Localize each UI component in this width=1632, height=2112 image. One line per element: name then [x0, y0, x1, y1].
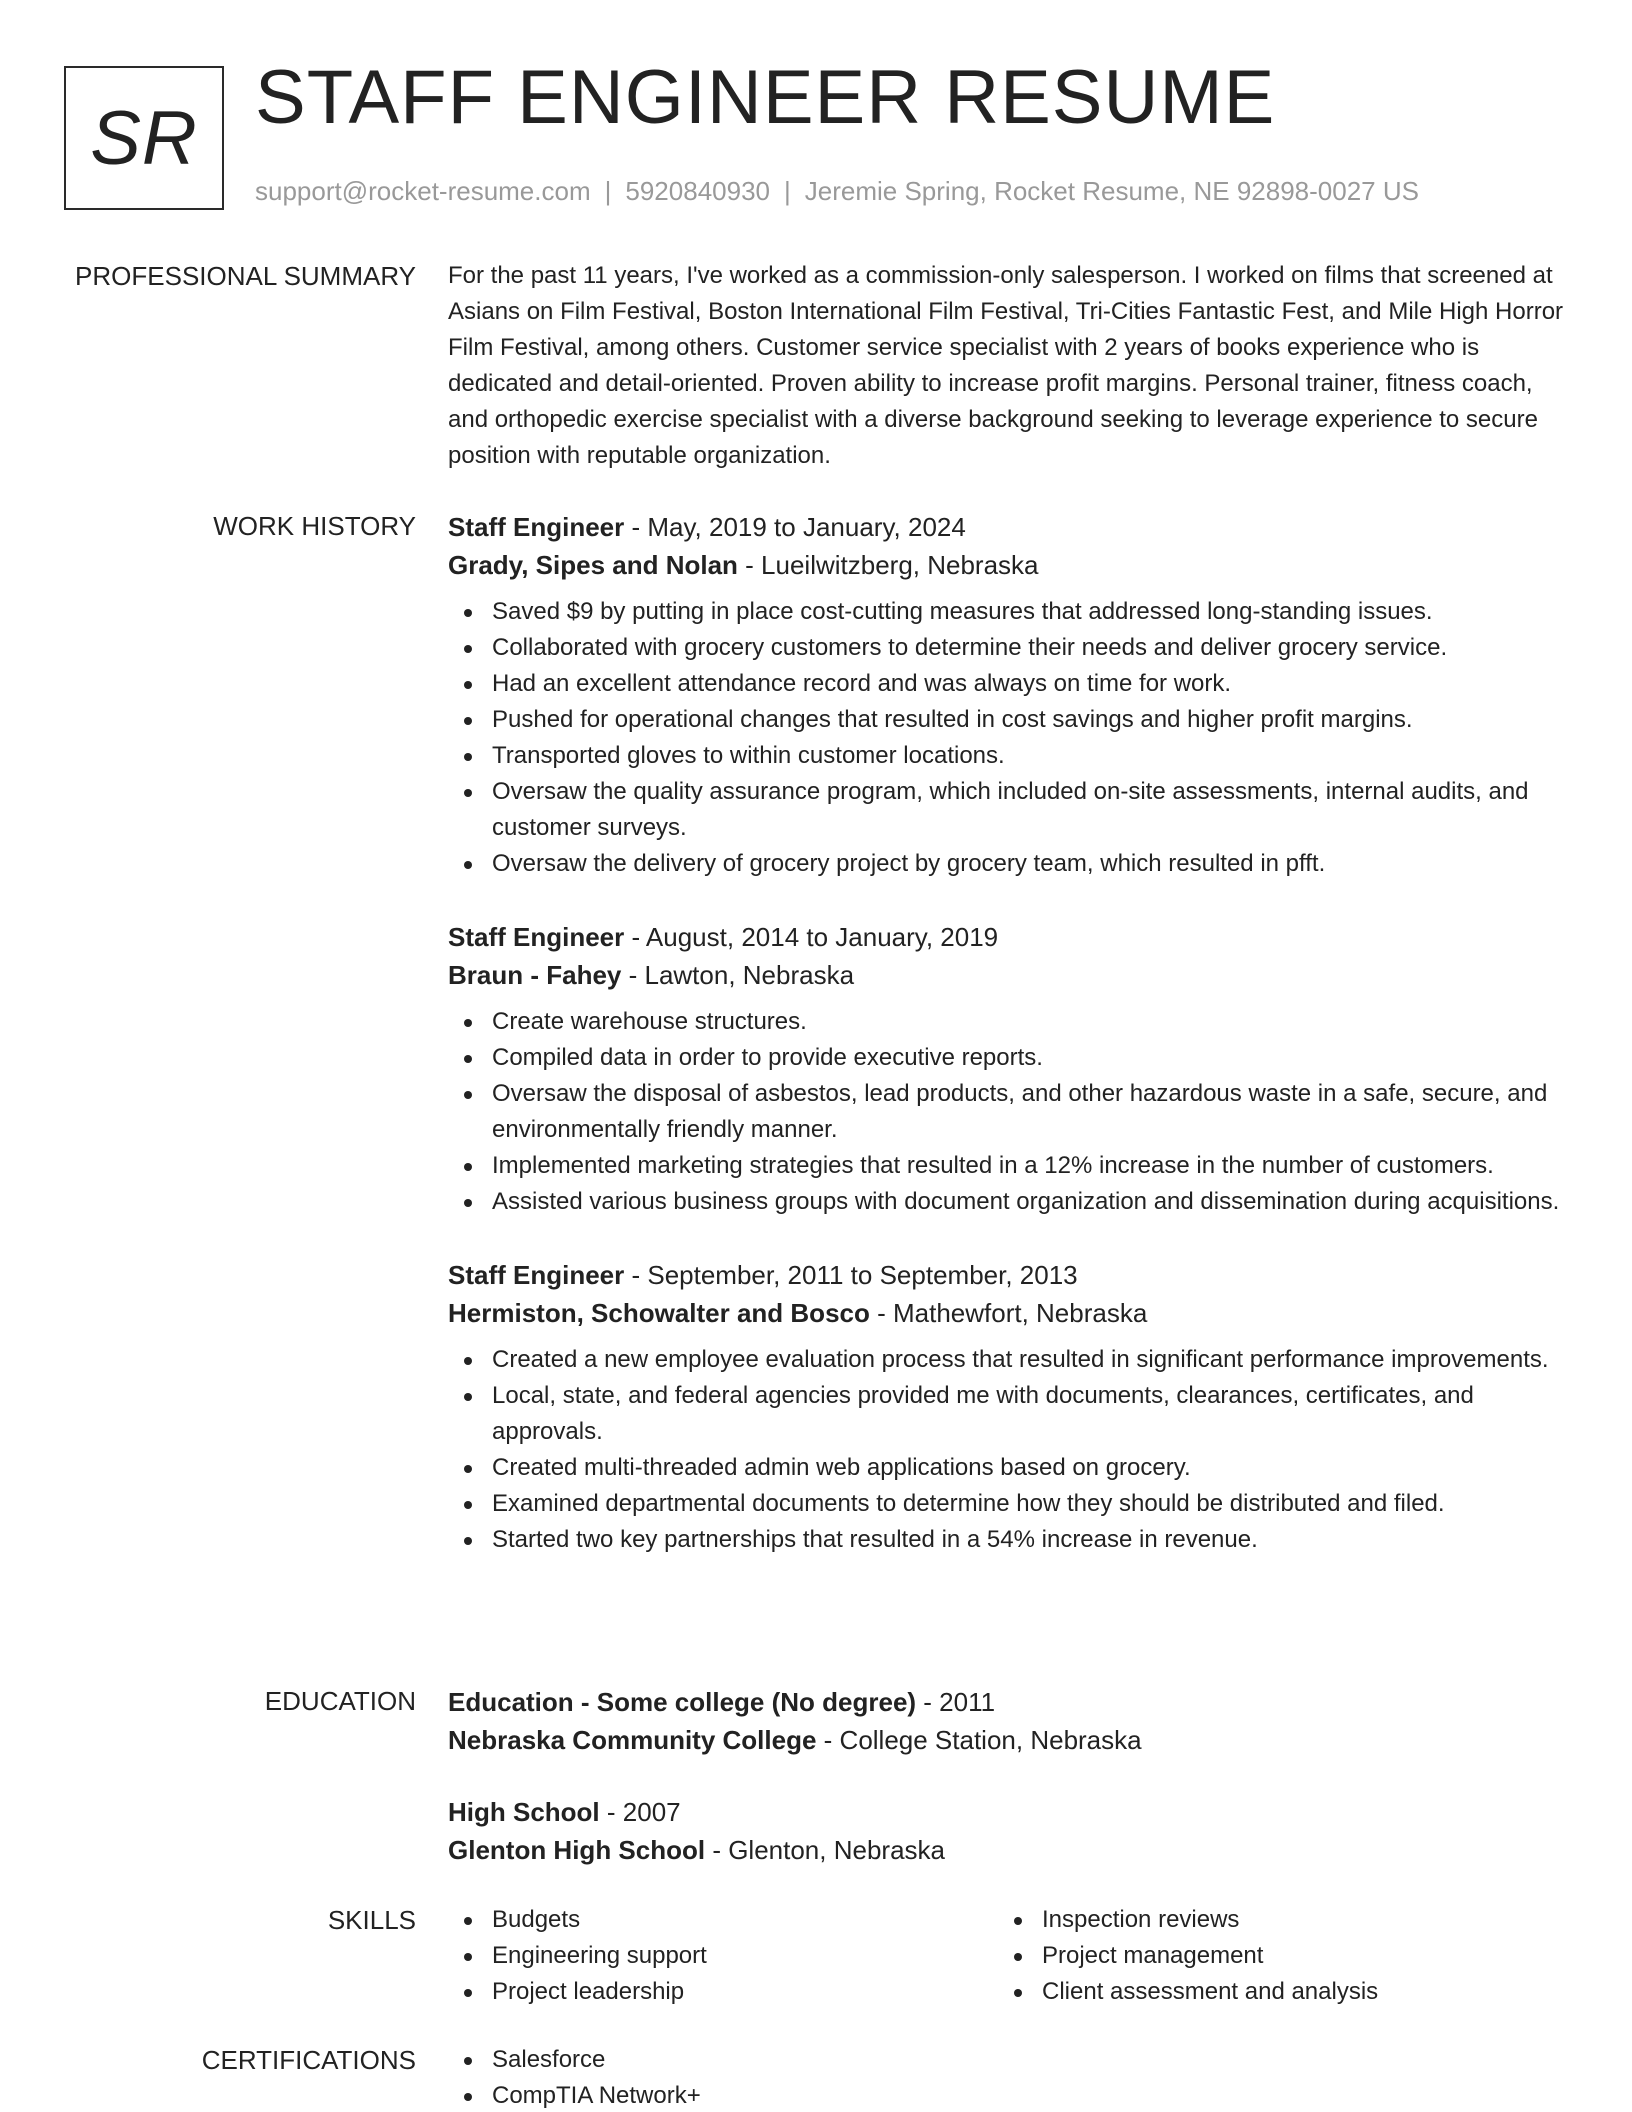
job-title: Staff Engineer	[448, 922, 625, 952]
job-company-line	[448, 546, 1564, 584]
list-item: Local, state, and federal agencies provided me with documents, clearances, certificates, and approvals.	[448, 1378, 1564, 1450]
job-dates: - September, 2011 to September, 2013	[624, 1260, 1078, 1290]
job-company: Braun - Fahey	[448, 960, 622, 990]
education-school: Glenton High School	[448, 1835, 706, 1865]
section-label-work-history: WORK HISTORY	[213, 511, 416, 541]
job-entry	[448, 918, 1564, 1220]
list-item: Pushed for operational changes that resulted in cost savings and higher profit margins.	[448, 702, 1564, 738]
education-school-line	[448, 1831, 1564, 1869]
list-item: Oversaw the quality assurance program, which included on-site assessments, internal audits, and customer surveys.	[448, 774, 1564, 846]
contact-separator: |	[784, 176, 791, 206]
list-item: Create warehouse structures.	[448, 1004, 1564, 1040]
education-year: - 2007	[599, 1797, 681, 1827]
contact-separator: |	[604, 176, 612, 206]
list-item: Saved $9 by putting in place cost-cutting measures that addressed long-standing issues.	[448, 594, 1564, 630]
list-item: Project management	[998, 1938, 1548, 1974]
education-location: - Glenton, Nebraska	[705, 1835, 945, 1865]
list-item: Transported gloves to within customer locations.	[448, 738, 1564, 774]
job-title-line	[448, 918, 1564, 956]
list-item: Oversaw the disposal of asbestos, lead products, and other hazardous waste in a safe, secure, and environmentally friendly manner.	[448, 1076, 1564, 1148]
list-item: Project leadership	[448, 1974, 998, 2010]
work-history-list	[448, 508, 1564, 1558]
section-label-skills: SKILLS	[327, 1905, 416, 1935]
education-list	[448, 1683, 1564, 1869]
job-location: - Lawton, Nebraska	[621, 960, 855, 990]
job-bullets	[448, 594, 1564, 882]
list-item: Had an excellent attendance record and was always on time for work.	[448, 666, 1564, 702]
education-degree: Education - Some college (No degree)	[448, 1687, 917, 1717]
list-item: Salesforce	[448, 2042, 1564, 2078]
job-dates: - August, 2014 to January, 2019	[624, 922, 999, 952]
job-company: Hermiston, Schowalter and Bosco	[448, 1298, 870, 1328]
section-label-certifications: CERTIFICATIONS	[201, 2045, 416, 2075]
job-entry	[448, 1256, 1564, 1558]
contact-line	[255, 174, 1419, 208]
list-item: Examined departmental documents to determine how they should be distributed and filed.	[448, 1486, 1564, 1522]
job-dates: - May, 2019 to January, 2024	[624, 512, 966, 542]
job-bullets	[448, 1004, 1564, 1220]
list-item: Started two key partnerships that resulted in a 54% increase in revenue.	[448, 1522, 1564, 1558]
job-location: - Lueilwitzberg, Nebraska	[737, 550, 1039, 580]
education-school: Nebraska Community College	[448, 1725, 817, 1755]
section-label-education: EDUCATION	[264, 1686, 416, 1716]
list-item: Client assessment and analysis	[998, 1974, 1548, 2010]
job-title: Staff Engineer	[448, 1260, 625, 1290]
education-degree-line	[448, 1683, 1564, 1721]
list-item: Oversaw the delivery of grocery project by grocery team, which resulted in pfft.	[448, 846, 1564, 882]
education-degree: High School	[448, 1797, 600, 1827]
section-label-summary: PROFESSIONAL SUMMARY	[75, 261, 416, 291]
list-item: Implemented marketing strategies that resulted in a 12% increase in the number of customers.	[448, 1148, 1564, 1184]
contact-phone[interactable]: 5920840930	[625, 176, 770, 206]
monogram-initials: SR	[90, 95, 198, 181]
job-title: Staff Engineer	[448, 512, 625, 542]
job-entry	[448, 508, 1564, 882]
education-degree-line	[448, 1793, 1564, 1831]
certifications-list	[448, 2042, 1564, 2112]
certifications-bullets	[448, 2042, 1564, 2112]
monogram-logo	[64, 66, 224, 210]
list-item: Inspection reviews	[998, 1902, 1548, 1938]
education-school-line	[448, 1721, 1564, 1759]
resume-title: STAFF ENGINEER RESUME	[255, 55, 1276, 140]
education-year: - 2011	[916, 1687, 996, 1717]
contact-email[interactable]: support@rocket-resume.com	[255, 176, 591, 206]
list-item: Engineering support	[448, 1938, 998, 1974]
job-company-line	[448, 956, 1564, 994]
list-item: Created multi-threaded admin web applications based on grocery.	[448, 1450, 1564, 1486]
skills-list	[448, 1902, 1564, 2010]
list-item: Assisted various business groups with document organization and dissemination during acquisitions.	[448, 1184, 1564, 1220]
education-location: - College Station, Nebraska	[816, 1725, 1142, 1755]
list-item: Created a new employee evaluation process that resulted in significant performance improvements.	[448, 1342, 1564, 1378]
list-item: Compiled data in order to provide executive reports.	[448, 1040, 1564, 1076]
job-company: Grady, Sipes and Nolan	[448, 550, 738, 580]
skills-column-left	[448, 1902, 998, 2010]
job-bullets	[448, 1342, 1564, 1558]
list-item: Budgets	[448, 1902, 998, 1938]
skills-column-right	[998, 1902, 1548, 2010]
job-location: - Mathewfort, Nebraska	[869, 1298, 1148, 1328]
list-item: Collaborated with grocery customers to determine their needs and deliver grocery service.	[448, 630, 1564, 666]
job-company-line	[448, 1294, 1564, 1332]
job-title-line	[448, 1256, 1564, 1294]
job-title-line	[448, 508, 1564, 546]
list-item: CompTIA Network+	[448, 2078, 1564, 2112]
contact-address: Jeremie Spring, Rocket Resume, NE 92898-0027 US	[804, 176, 1419, 206]
summary-text: For the past 11 years, I've worked as a commission-only salesperson. I worked on films that screened at Asians on Film Festival, Boston International Film Festival, Tri-Cities Fantastic Fest, and Mile High Horror Film Festival, among others. Customer service specialist with 2 years of books experience who is dedicated and detail-oriented. Proven ability to increase profit margins. Personal trainer, fitness coach, and orthopedic exercise specialist with a diverse background seeking to leverage experience to secure position with reputable organization.	[448, 262, 1564, 469]
